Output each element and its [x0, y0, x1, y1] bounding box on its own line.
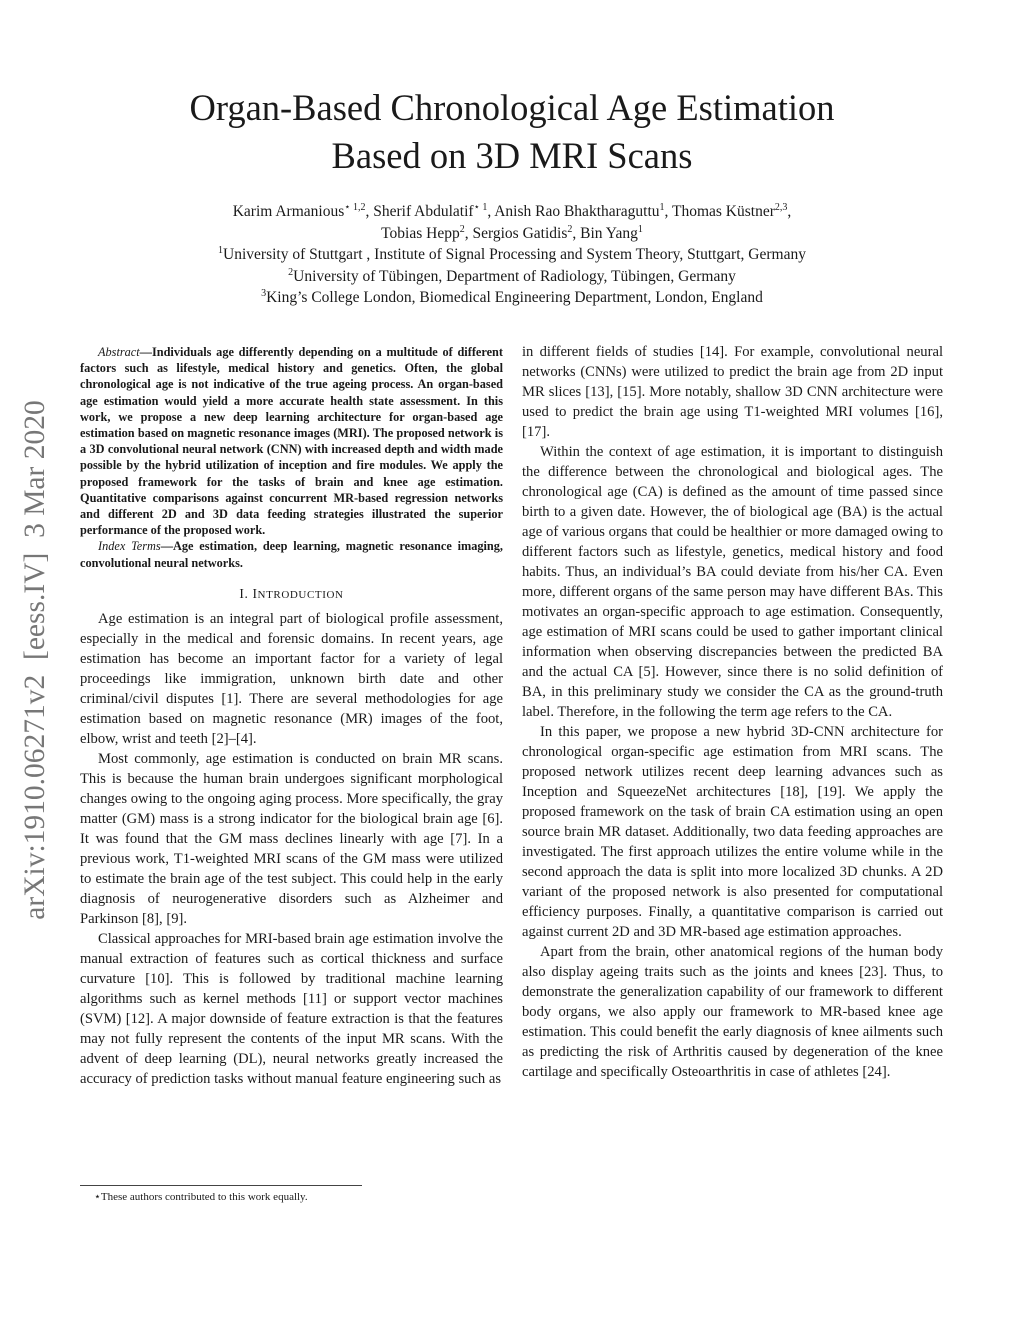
abstract-lead: Abstract [98, 345, 140, 359]
paragraph: in different fields of studies [14]. For example, convolutional neural networks (CNNs) were utilized to predict the brain age from 2D input MR slices [13], [15]. More notably, shallow 3D CNN architecture were used to predict the brain age using T1-weighted MRI volumes [16], [17]. [522, 344, 943, 440]
paragraph: Age estimation is an integral part of biological profile assessment, especially in the medical and forensic domains. In recent years, age estimation has become an important factor for a variety of legal proceedings like immigration, unknown birth date and other criminal/civil disputes [1]. There are several methodologies for age estimation based on magnetic resonance (MR) images of the foot, elbow, wrist and teeth [2]–[4]. [80, 610, 503, 747]
affiliation-text: University of Tübingen, Department of Radiology, Tübingen, Germany [293, 267, 736, 285]
paragraph: Apart from the brain, other anatomical regions of the human body also display ageing traits such as the joints and knees [23]. Thus, to demonstrate the generalization capability of our framework to different body organs, we also apply our framework to MR-based knee age estimation. This could benefit the early diagnosis of knee ailments such as predicting the risk of Arthritis caused by degeneration of the knee cartilage and specifically Osteoarthritis in case of athletes [24]. [522, 944, 943, 1080]
abstract [80, 344, 503, 538]
affiliation-mark: 1 [218, 244, 224, 256]
footnote-rule [80, 1185, 362, 1186]
affiliation-mark: 3 [261, 287, 267, 299]
index-terms-text: —Age estimation, deep learning, magnetic resonance imaging, convolutional neural networks. [80, 539, 503, 570]
author-name: , Bin Yang [572, 224, 638, 242]
author-affil-mark: 1 [637, 223, 643, 235]
author-affil-mark: ⋆ 1,2 [344, 201, 366, 213]
left-column [80, 344, 503, 1089]
author-affil-mark: 2 [567, 223, 573, 235]
arxiv-identifier-text: arXiv:1910.06271v2 [eess.IV] 3 Mar 2020 [19, 400, 51, 920]
author-affil-mark: 1 [659, 201, 665, 213]
affiliation-1 [120, 244, 904, 266]
author-name: , Thomas Küstner [664, 203, 775, 220]
affiliation-mark: 2 [288, 266, 294, 278]
arxiv-identifier [6, 350, 58, 970]
affiliation-text: University of Stuttgart , Institute of Signal Processing and System Theory, Stuttgart, Germany [223, 246, 806, 263]
author-affil-mark: ⋆ 1 [473, 201, 488, 213]
paragraph: Most commonly, age estimation is conducted on brain MR scans. This is because the human brain undergoes significant morphological changes owing to the ongoing aging process. More specifically, the gray matter (GM) mass is a strong indicator for the biological brain age [6]. It was found that the GM mass declines linearly with age [7]. In a previous work, T1-weighted MRI scans of the GM mass were utilized to estimate the brain age of the test subject. This could help in the early diagnosis of neurogenerative disorders such as Alzheimer and Parkinson [8], [9]. [80, 750, 503, 927]
author-line-2 [120, 223, 904, 245]
paragraph: In this paper, we propose a new hybrid 3D-CNN architecture for chronological organ-specific age estimation from MRI scans. The proposed network utilizes recent deep learning advances such as Inception and SqueezeNet architectures [18], [19]. We apply the proposed framework on the task of brain CA estimation using an open source brain MR dataset. Additionally, two data feeding approaches are investigated. The first approach utilizes the entire volume while in the second approach the data is split into more localized 3D chunks. A 2D variant of the proposed network is also presented for computational efficiency purposes. Finally, a quantitative comparison is carried out against current 2D and 3D MR-based age estimation approaches. [522, 724, 943, 940]
section-rest: NTRODUCTION [257, 588, 344, 601]
section-heading-introduction [80, 586, 503, 602]
author-name: , Sherif Abdulatif [365, 203, 474, 220]
paragraph: Classical approaches for MRI-based brain age estimation involve the manual extraction of features such as cortical thickness and surface curvature [10]. This is followed by traditional machine learning algorithms such as kernel methods [11] or support vector machines (SVM) [12]. A major downside of feature extraction is that the features may not fully represent the contents of the input MR scans. With the advent of deep learning (DL), neural networks greatly increased the accuracy of prediction tasks without manual feature engineering such as [80, 930, 503, 1087]
author-separator: , [787, 203, 792, 220]
author-name: , Sergios Gatidis [464, 224, 568, 242]
abstract-text: —Individuals age differently depending on a multitude of different factors such as lifestyle, medical history and genetics. Often, the global chronological age is not indicative of the true ageing process. An organ-based age estimation would yield a more accurate health state assessment. In this work, we propose a new deep learning architecture for organ-based age estimation based on magnetic resonance images (MRI). The proposed network is a 3D convolutional neural network (CNN) with increased depth and width made possible by the hybrid utilization of inception and fire modules. We apply the proposed framework for the tasks of brain and knee age estimation. Quantitative comparisons against concurrent MR-based regression networks and different 2D and 3D data feeding strategies illustrated the superior performance of the proposed work. [80, 345, 503, 538]
right-column [522, 342, 943, 1082]
section-number: I. [239, 585, 253, 601]
author-name: Tobias Hepp [381, 224, 460, 242]
affiliation-text: King’s College London, Biomedical Engineering Department, London, England [266, 289, 763, 306]
paragraph: Within the context of age estimation, it is important to distinguish the difference between the chronological and biological ages. The chronological age (CA) is defined as the amount of time passed since birth to a given date. However, the of biological age (BA) is the actual age of various organs that could be healthier or more damaged owing to different factors such as lifestyle, genetics, medical history and food habits. Thus, an individual’s BA could deviate from his/her CA. Even more, different organs of the same person may have different BAs. This motivates an organ-specific approach to age estimation. Consequently, age estimation of MRI scans could be used to gather important clinical information when observing discrepancies between the predicted BA and the actual CA [5]. However, since there is no solid definition of BA, in this preliminary study we consider the CA as the ground-truth label. Therefore, in the following the term age refers to the CA. [522, 444, 943, 720]
author-affil-mark: 2 [459, 223, 465, 235]
author-block [120, 201, 904, 309]
section-first-letter: I [252, 585, 258, 601]
paper-title [100, 84, 924, 180]
footnote: ⋆These authors contributed to this work equally. [94, 1191, 308, 1203]
index-terms [80, 538, 503, 570]
affiliation-3 [120, 287, 904, 309]
author-name: , Anish Rao Bhaktharaguttu [487, 203, 660, 220]
title-line-1: Organ-Based Chronological Age Estimation [189, 87, 835, 128]
affiliation-2 [120, 266, 904, 288]
author-line-1 [120, 201, 904, 223]
author-name: Karim Armanious [232, 203, 345, 220]
author-affil-mark: 2,3 [774, 201, 788, 213]
index-terms-lead: Index Terms [98, 539, 161, 554]
title-line-2: Based on 3D MRI Scans [331, 135, 693, 176]
